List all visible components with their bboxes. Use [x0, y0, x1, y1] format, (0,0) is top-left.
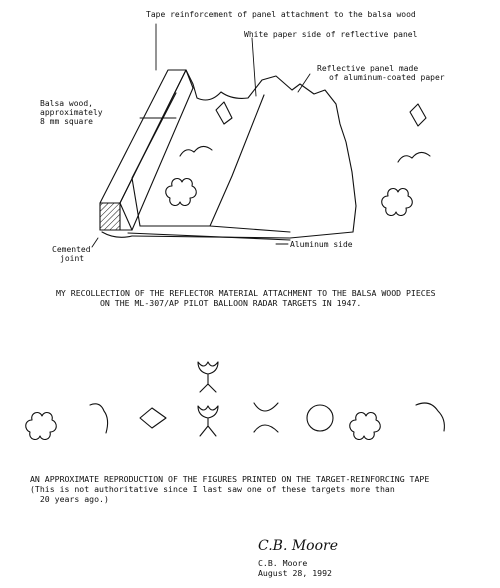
- caption1-line1: MY RECOLLECTION OF THE REFLECTOR MATERIAL ATTACHMENT TO THE BALSA WOOD PIECES: [56, 288, 436, 298]
- label-joint-line1: Cemented: [52, 245, 91, 254]
- caption2-line1: AN APPROXIMATE REPRODUCTION OF THE FIGURES PRINTED ON THE TARGET-REINFORCING TAPE: [30, 474, 430, 484]
- fig-bird-cup: [254, 403, 278, 432]
- caption2-line2: (This is not authoritative since I last saw one of these targets more than: [30, 484, 395, 494]
- floating-diamond-mark: [410, 104, 426, 126]
- label-white-side: White paper side of reflective panel: [244, 30, 418, 39]
- signature-name: C.B. Moore: [258, 558, 308, 568]
- fig-cloverleaf-2: [350, 413, 381, 440]
- label-tape: Tape reinforcement of panel attachment to the balsa wood: [146, 10, 416, 19]
- handwritten-signature: C.B. Moore: [258, 538, 339, 554]
- caption2-line3: 20 years ago.): [30, 494, 109, 504]
- reflective-panel: [102, 70, 356, 240]
- tape-bird-mark: [180, 146, 212, 156]
- fig-circle: [307, 405, 333, 431]
- label-panel-line1: Reflective panel made: [317, 64, 419, 73]
- fig-diamond: [140, 408, 166, 428]
- floating-cloverleaf-mark: [382, 189, 413, 216]
- label-balsa-line1: Balsa wood,: [40, 99, 93, 108]
- label-aluminum-side: Aluminum side: [290, 240, 353, 249]
- tape-figure-row: [26, 362, 445, 439]
- fig-cloud-hook-1: [90, 404, 108, 433]
- fig-tulip-person: [198, 406, 218, 436]
- signature-date: August 28, 1992: [258, 568, 332, 578]
- label-balsa-line3: 8 mm square: [40, 117, 93, 126]
- floating-bird-mark: [398, 152, 430, 162]
- tape-diamond-mark: [216, 102, 232, 124]
- label-balsa-line2: approximately: [40, 108, 103, 117]
- caption1-line2: ON THE ML-307/AP PILOT BALLOON RADAR TARGETS IN 1947.: [100, 298, 362, 308]
- tape-cloverleaf-mark: [166, 179, 197, 206]
- label-panel-line2: of aluminum-coated paper: [329, 73, 445, 82]
- label-joint-line2: joint: [60, 254, 85, 263]
- fig-upper-tulip-person: [198, 362, 218, 392]
- fig-cloud-hook-2: [416, 403, 444, 431]
- fig-cloverleaf-1: [26, 413, 57, 440]
